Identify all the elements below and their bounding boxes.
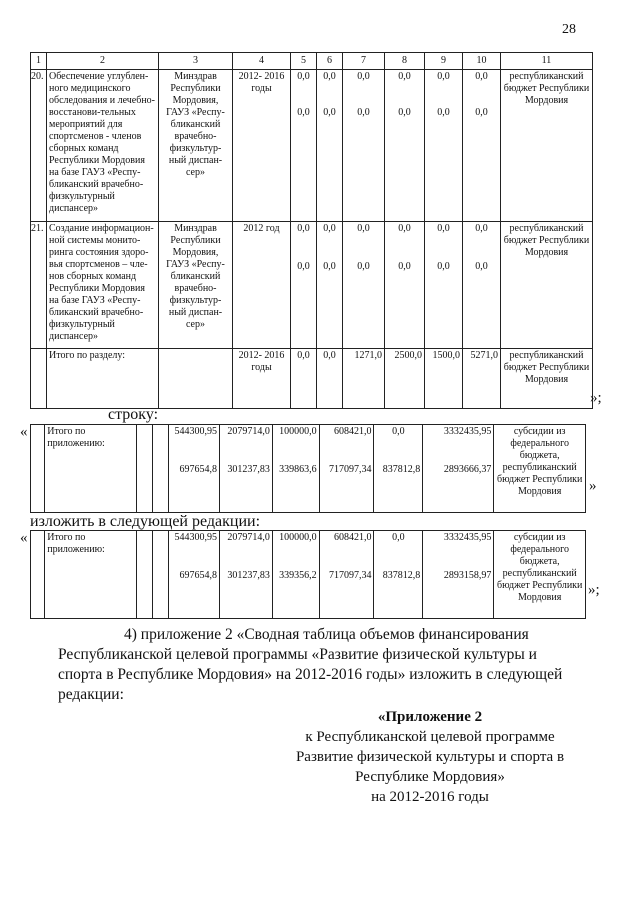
value-cell: 0,0 — [297, 261, 310, 272]
value-cell: 0,0 — [392, 426, 405, 437]
value-cell: 0,0 — [357, 71, 370, 82]
value-cell: 2079714,0 — [227, 426, 270, 437]
col-header: 9 — [425, 53, 463, 70]
value-cell: 301237,83 — [227, 464, 270, 475]
col-header: 3 — [159, 53, 233, 70]
value-cell: 0,0 — [437, 223, 450, 234]
main-table — [30, 52, 593, 409]
value-cell: 2893666,37 — [443, 464, 492, 475]
closing-quote: »; — [590, 390, 602, 406]
appendix-line: к Республиканской целевой программе — [305, 729, 555, 745]
period: 2012- 2016 годы — [233, 70, 291, 222]
total-label: Итого по приложению: — [45, 531, 136, 619]
value-cell: 608421,0 — [333, 532, 372, 543]
value-cell: 697654,8 — [179, 570, 217, 581]
appendix-line: на 2012-2016 годы — [371, 789, 489, 805]
value-cell: 0,0 — [398, 261, 411, 272]
measure-name: Обеспечение углублен-ного медицинского обследования и лечебно-восстанови-тельных мероприятий для спортсменов - членов сборных команд Республики Мордовия на базе ГАУЗ «Респу-бликанский врачебно-физкультурный диспансер» — [47, 70, 159, 222]
value-cell: 0,0 — [357, 223, 370, 234]
total-label: Итого по приложению: — [45, 425, 136, 513]
funding-source: республиканский бюджет Республики Мордовия — [501, 349, 593, 409]
value-cell: 301237,83 — [227, 570, 270, 581]
amendment-paragraph — [58, 625, 578, 705]
row-number: 20. — [31, 70, 47, 222]
table-row — [31, 531, 586, 619]
table-row — [31, 222, 593, 349]
value-cell: 339356,2 — [279, 570, 317, 581]
value-cell: 0,0 — [398, 223, 411, 234]
col-header: 2 — [47, 53, 159, 70]
value-cell: 5271,0 — [463, 349, 501, 409]
paragraph-line: редакции: — [58, 686, 124, 703]
appendix-title: «Приложение 2 — [377, 709, 483, 725]
value-cell: 697654,8 — [179, 464, 217, 475]
total-label: Итого по разделу: — [47, 349, 159, 409]
value-cell: 2500,0 — [385, 349, 425, 409]
value-cell: 0,0 — [297, 71, 310, 82]
executor: Минздрав Республики Мордовия, ГАУЗ «Респу-бликанский врачебно-физкультур-ный диспан-сер» — [159, 222, 233, 349]
value-cell: 0,0 — [357, 107, 370, 118]
value-cell: 0,0 — [398, 71, 411, 82]
paragraph-line: Республиканской целевой программы «Развитие физической культуры и — [58, 646, 537, 663]
appendix-header — [290, 707, 570, 807]
value-cell: 2893158,97 — [443, 570, 492, 581]
page-number: 28 — [562, 22, 576, 37]
value-cell: 0,0 — [392, 532, 405, 543]
value-cell: 0,0 — [297, 223, 310, 234]
measure-name: Создание информацион-ной системы монито-ринга состояния здоро-вья спортсменов – чле-нов сборных команд Республики Мордовия на базе ГАУЗ «Респу-бликанский врачебно-физкультурный диспансер» — [47, 222, 159, 349]
col-header: 7 — [343, 53, 385, 70]
value-cell: 100000,0 — [279, 426, 317, 437]
paragraph-line: спорта в Республике Мордовия» на 2012-2016 годы» изложить в следующей — [58, 666, 563, 683]
value-cell: 0,0 — [475, 261, 488, 272]
period: 2012- 2016 годы — [233, 349, 291, 409]
executor: Минздрав Республики Мордовия, ГАУЗ «Респу-бликанский врачебно-физкультур-ный диспан-сер» — [159, 70, 233, 222]
funding-source: субсидии из федерального бюджета, республиканский бюджет Республики Мордовия — [494, 425, 586, 513]
value-cell: 837812,8 — [382, 464, 421, 475]
paragraph-line: 4) приложение 2 «Сводная таблица объемов финансирования — [124, 626, 529, 643]
col-header: 10 — [463, 53, 501, 70]
table-row — [31, 425, 586, 513]
value-cell: 339863,6 — [279, 464, 317, 475]
value-cell: 0,0 — [323, 107, 336, 118]
instruction-stroku: строку: — [108, 406, 159, 423]
value-cell: 0,0 — [437, 71, 450, 82]
value-cell: 2079714,0 — [227, 532, 270, 543]
value-cell: 3332435,95 — [443, 426, 492, 437]
value-cell: 0,0 — [317, 349, 343, 409]
new-total-table — [30, 530, 586, 619]
value-cell: 1271,0 — [343, 349, 385, 409]
header-row — [31, 53, 593, 70]
instruction-izlozhit: изложить в следующей редакции: — [30, 513, 261, 530]
total-row — [31, 349, 593, 409]
value-cell: 0,0 — [297, 107, 310, 118]
col-header: 1 — [31, 53, 47, 70]
table-row — [31, 70, 593, 222]
appendix-line: Развитие физической культуры и спорта в — [295, 749, 565, 765]
value-cell: 0,0 — [291, 349, 317, 409]
value-cell: 837812,8 — [382, 570, 421, 581]
value-cell: 0,0 — [437, 107, 450, 118]
value-cell: 0,0 — [437, 261, 450, 272]
value-cell: 1500,0 — [425, 349, 463, 409]
row-number: 21. — [31, 222, 47, 349]
value-cell: 0,0 — [475, 223, 488, 234]
funding-source: республиканский бюджет Республики Мордовия — [501, 222, 593, 349]
value-cell: 100000,0 — [279, 532, 317, 543]
value-cell: 3332435,95 — [443, 532, 492, 543]
col-header: 6 — [317, 53, 343, 70]
value-cell: 0,0 — [475, 107, 488, 118]
period: 2012 год — [233, 222, 291, 349]
value-cell: 0,0 — [357, 261, 370, 272]
funding-source: субсидии из федерального бюджета, республиканский бюджет Республики Мордовия — [494, 531, 586, 619]
appendix-line: Республике Мордовия» — [355, 769, 505, 785]
old-total-table — [30, 424, 586, 513]
col-header: 5 — [291, 53, 317, 70]
closing-quote: »; — [588, 582, 600, 598]
col-header: 8 — [385, 53, 425, 70]
opening-quote: « — [20, 530, 28, 546]
col-header: 11 — [501, 53, 593, 70]
value-cell: 544300,95 — [174, 426, 217, 437]
value-cell: 0,0 — [323, 223, 336, 234]
value-cell: 717097,34 — [328, 570, 372, 581]
closing-quote: » — [589, 478, 597, 494]
value-cell: 0,0 — [475, 71, 488, 82]
value-cell: 717097,34 — [328, 464, 372, 475]
opening-quote: « — [20, 424, 28, 440]
value-cell: 0,0 — [323, 71, 336, 82]
value-cell: 608421,0 — [333, 426, 372, 437]
value-cell: 544300,95 — [174, 532, 217, 543]
funding-source: республиканский бюджет Республики Мордовия — [501, 70, 593, 222]
value-cell: 0,0 — [398, 107, 411, 118]
value-cell: 0,0 — [323, 261, 336, 272]
col-header: 4 — [233, 53, 291, 70]
